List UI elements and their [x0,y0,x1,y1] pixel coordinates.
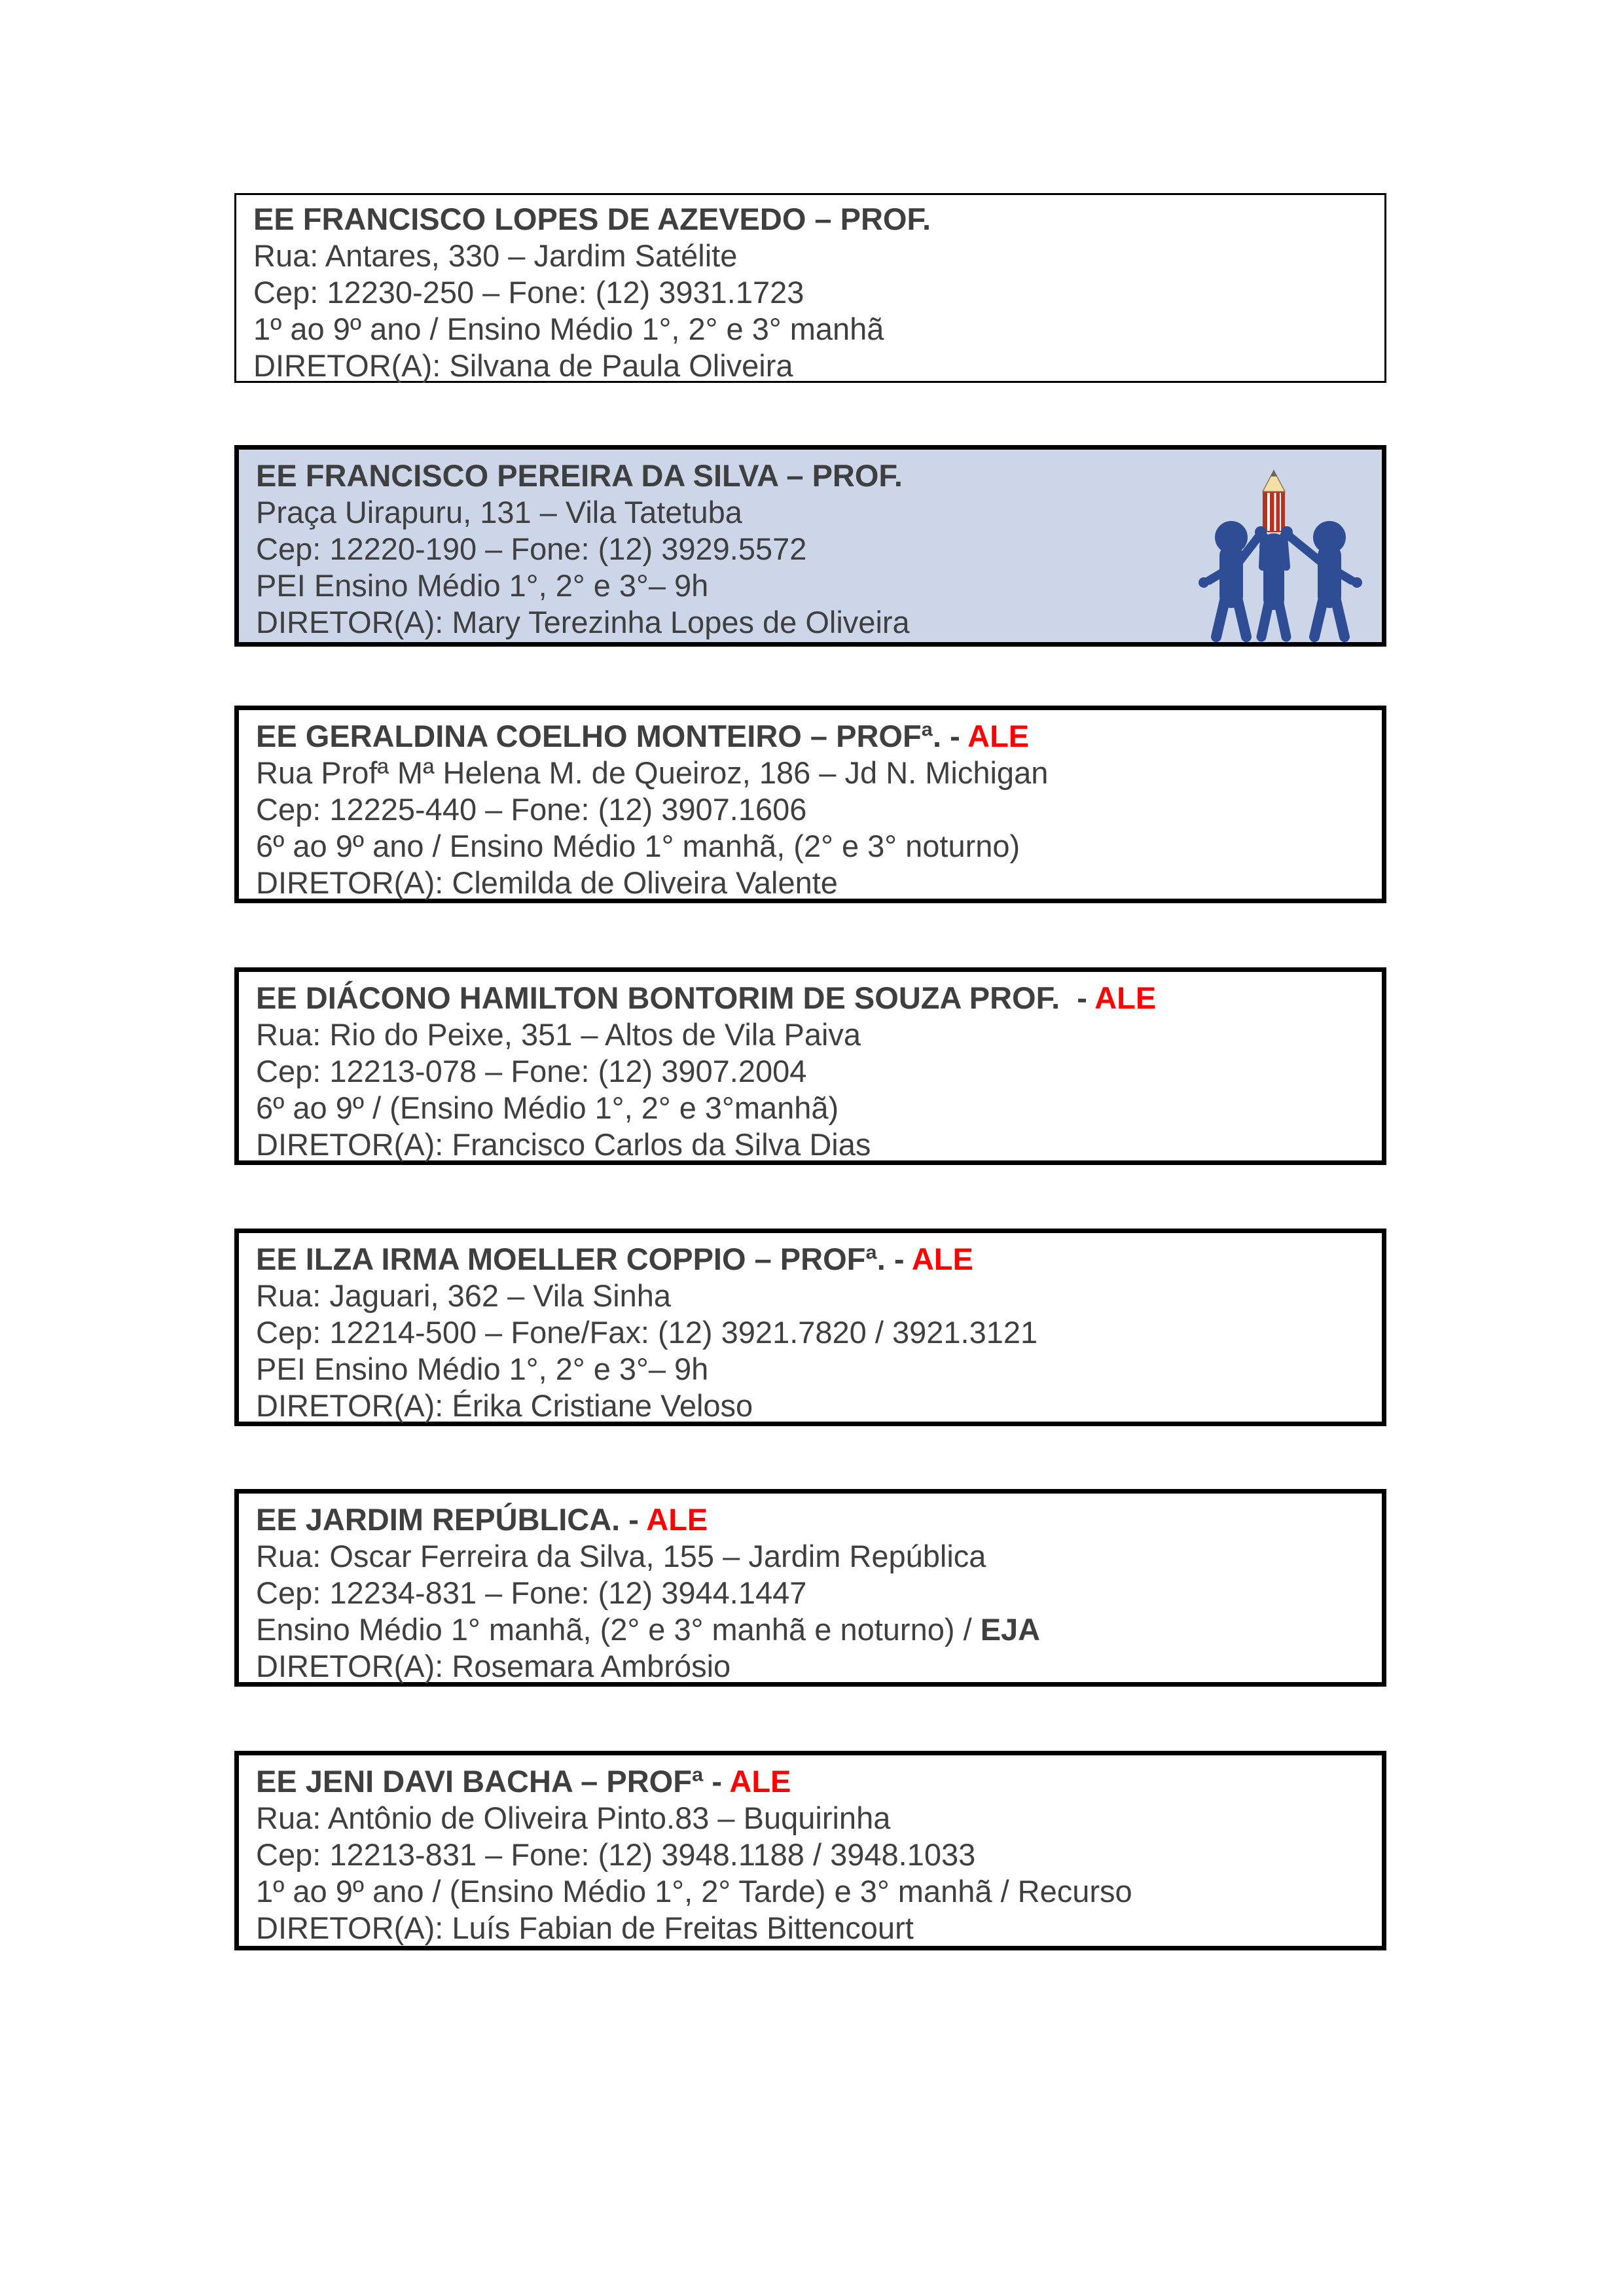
school-cep-phone: Cep: 12213-078 – Fone: (12) 3907.2004 [256,1054,807,1088]
school-name: EE JENI DAVI BACHA – PROFª [256,1764,704,1799]
school-director: DIRETOR(A): Érika Cristiane Veloso [256,1388,753,1423]
school-director: DIRETOR(A): Luís Fabian de Freitas Bittencourt [256,1910,914,1945]
school-address: Rua: Oscar Ferreira da Silva, 155 – Jardim República [256,1539,986,1573]
school-director: DIRETOR(A): Mary Terezinha Lopes de Oliveira [256,605,910,639]
school-cep-phone: Cep: 12213-831 – Fone: (12) 3948.1188 / 3948.1033 [256,1837,976,1872]
ale-label: ALE [729,1764,791,1799]
school-address: Rua: Rio do Peixe, 351 – Altos de Vila Paiva [256,1017,861,1052]
grades-text: 6º ao 9º / (Ensino Médio 1°, 2° e 3°manhã) [256,1090,839,1125]
school-title [256,1763,1365,1800]
grades-text: 6º ao 9º ano / Ensino Médio 1° manhã, (2° e 3° noturno) [256,829,1020,863]
school-title [256,980,1365,1016]
school-cep-phone: Cep: 12225-440 – Fone: (12) 3907.1606 [256,792,807,827]
school-director: DIRETOR(A): Francisco Carlos da Silva Dias [256,1127,871,1162]
school-address: Rua: Antares, 330 – Jardim Satélite [253,238,738,273]
school-name: EE FRANCISCO LOPES DE AZEVEDO – PROF. [253,202,931,236]
school-title [256,718,1365,755]
school-name: EE FRANCISCO PEREIRA DA SILVA – PROF. [256,458,903,493]
school-card-francisco-pereira [234,445,1386,647]
grades-text: 1º ao 9º ano / Ensino Médio 1°, 2° e 3° manhã [253,312,884,346]
school-grades [253,311,1367,348]
school-card-jeni-davi-bacha [234,1751,1386,1950]
school-name: EE GERALDINA COELHO MONTEIRO – PROFª. [256,719,942,753]
school-director: DIRETOR(A): Rosemara Ambrósio [256,1649,731,1683]
school-address: Rua: Jaguari, 362 – Vila Sinha [256,1278,672,1313]
ale-label: ALE [967,719,1030,753]
school-grades [256,1090,1365,1126]
ale-label: ALE [911,1242,973,1276]
grades-bold-text: EJA [980,1612,1041,1647]
school-grades [256,1611,1365,1648]
school-card-geraldina-coelho [234,706,1386,903]
pencil-icon [1263,470,1285,532]
school-director: DIRETOR(A): Silvana de Paula Oliveira [253,348,793,383]
grades-text: PEI Ensino Médio 1°, 2° e 3°– 9h [256,1352,709,1386]
school-cep-phone: Cep: 12230-250 – Fone: (12) 3931.1723 [253,275,804,310]
school-title [253,201,1367,238]
school-director: DIRETOR(A): Clemilda de Oliveira Valente [256,865,838,900]
school-address: Rua Profª Mª Helena M. de Queiroz, 186 – Jd N. Michigan [256,755,1049,790]
school-cep-phone: Cep: 12234-831 – Fone: (12) 3944.1447 [256,1575,807,1610]
school-cep-phone: Cep: 12220-190 – Fone: (12) 3929.5572 [256,531,807,566]
title-separator: - [1060,980,1095,1015]
school-name: EE ILZA IRMA MOELLER COPPIO – PROFª. [256,1242,886,1276]
school-grades [256,828,1365,865]
ale-label: ALE [646,1502,708,1537]
grades-text: 1º ao 9º ano / (Ensino Médio 1°, 2° Tarde) e 3° manhã / Recurso [256,1874,1132,1909]
school-card-jardim-republica [234,1489,1386,1687]
grades-text: Ensino Médio 1° manhã, (2° e 3° manhã e noturno) / [256,1612,981,1647]
grades-text: PEI Ensino Médio 1°, 2° e 3°– 9h [256,568,709,603]
school-address: Rua: Antônio de Oliveira Pinto.83 – Buquirinha [256,1801,891,1835]
title-separator: - [703,1764,730,1799]
title-separator: - [885,1242,912,1276]
title-separator: - [620,1502,647,1537]
school-title [256,1501,1365,1538]
school-grades [256,1873,1365,1910]
ale-label: ALE [1094,980,1157,1015]
school-card-francisco-lopes [234,193,1386,383]
school-cep-phone: Cep: 12214-500 – Fone/Fax: (12) 3921.7820 / 3921.3121 [256,1315,1038,1350]
school-title [256,1241,1365,1278]
title-separator: - [941,719,968,753]
school-name: EE JARDIM REPÚBLICA. [256,1502,621,1537]
students-holding-pencil-icon [1195,459,1366,642]
school-name: EE DIÁCONO HAMILTON BONTORIM DE SOUZA PROF. [256,980,1060,1015]
school-grades [256,1351,1365,1388]
school-card-ilza-irma [234,1229,1386,1426]
school-card-diacono-hamilton [234,967,1386,1165]
school-address: Praça Uirapuru, 131 – Vila Tatetuba [256,495,742,529]
